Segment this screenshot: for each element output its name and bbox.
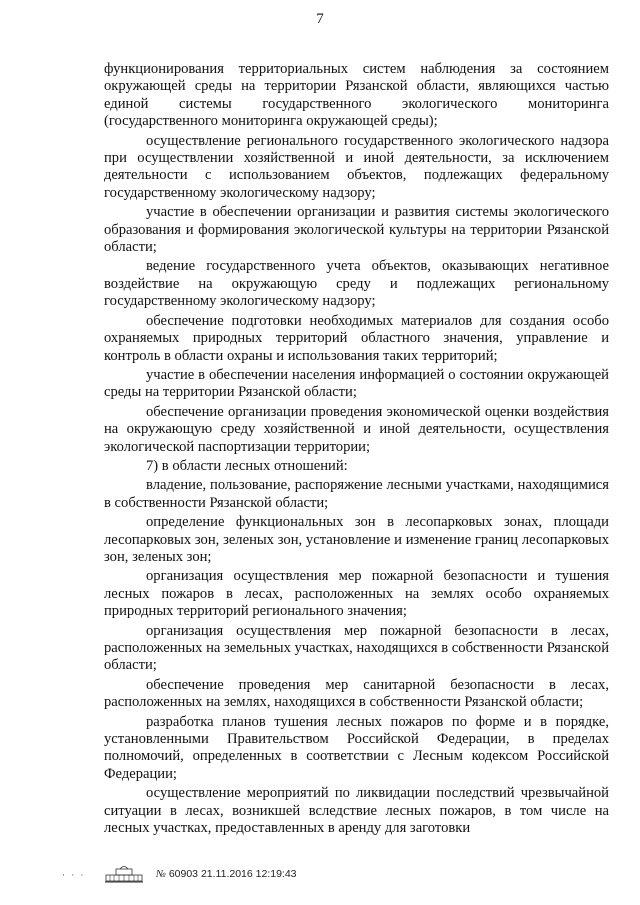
paragraph: участие в обеспечении организации и развития системы экологического образования и формирования экологической культуры на территории Рязанской области; bbox=[104, 204, 609, 256]
paragraph: владение, пользование, распоряжение лесными участками, находящимися в собственности Рязанской области; bbox=[104, 477, 609, 511]
paragraph: осуществление мероприятий по ликвидации последствий чрезвычайной ситуации в лесах, возникшей вследствие лесных пожаров, в том числе на лесных участках, предоставленных в аренду для заготовки bbox=[104, 785, 609, 837]
page-footer bbox=[0, 864, 640, 888]
paragraph: функционирования территориальных систем наблюдения за состоянием окружающей среды на территории Рязанской области, являющихся частью единой системы государственного экологического мониторинга (государственного мониторинга окружающей среды); bbox=[104, 61, 609, 130]
paragraph: обеспечение организации проведения экономической оценки воздействия на окружающую среду хозяйственной и иной деятельности, осуществления экологической паспортизации территории; bbox=[104, 403, 609, 455]
paragraph: обеспечение проведения мер санитарной безопасности в лесах, расположенных на землях, находящихся в собственности Рязанской области; bbox=[104, 676, 609, 711]
registration-stamp bbox=[156, 868, 297, 880]
scan-marks: · · · bbox=[62, 870, 86, 880]
paragraph: ведение государственного учета объектов, оказывающих негативное воздействие на окружающую среду и подлежащих региональному государственному экологическому надзору; bbox=[104, 258, 609, 310]
registration-info: 60903 21.11.2016 12:19:43 bbox=[168, 868, 297, 880]
building-logo-icon bbox=[104, 864, 144, 884]
paragraph: организация осуществления мер пожарной безопасности и тушения лесных пожаров в лесах, расположенных на землях особо охраняемых природных территорий регионального значения; bbox=[104, 568, 609, 620]
paragraph: участие в обеспечении населения информацией о состоянии окружающей среды на территории Рязанской области; bbox=[104, 366, 609, 401]
number-sign: № bbox=[156, 869, 166, 880]
paragraph: организация осуществления мер пожарной безопасности в лесах, расположенных на земельных участках, находящихся в собственности Рязанской области; bbox=[104, 622, 609, 674]
paragraph: определение функциональных зон в лесопарковых зонах, площади лесопарковых зон, зеленых зон, установление и изменение границ лесопарковых зон, зеленых зон; bbox=[104, 514, 609, 565]
document-body bbox=[104, 61, 609, 839]
paragraph: 7) в области лесных отношений: bbox=[146, 457, 348, 474]
paragraph: обеспечение подготовки необходимых материалов для создания особо охраняемых природных территорий областного значения, управление и контроль в области охраны и использования таких территорий; bbox=[104, 312, 609, 364]
paragraph: разработка планов тушения лесных пожаров по форме и в порядке, установленными Правительством Российской Федерации, в пределах полномочий, определенных в соответствии с Лесным кодексом Российской Федерации; bbox=[104, 713, 609, 782]
paragraph: осуществление регионального государственного экологического надзора при осуществлении хозяйственной и иной деятельности, за исключением деятельности с использованием объектов, подлежащих федеральному государственному экологическому надзору; bbox=[104, 132, 609, 201]
page-number: 7 bbox=[316, 11, 324, 27]
